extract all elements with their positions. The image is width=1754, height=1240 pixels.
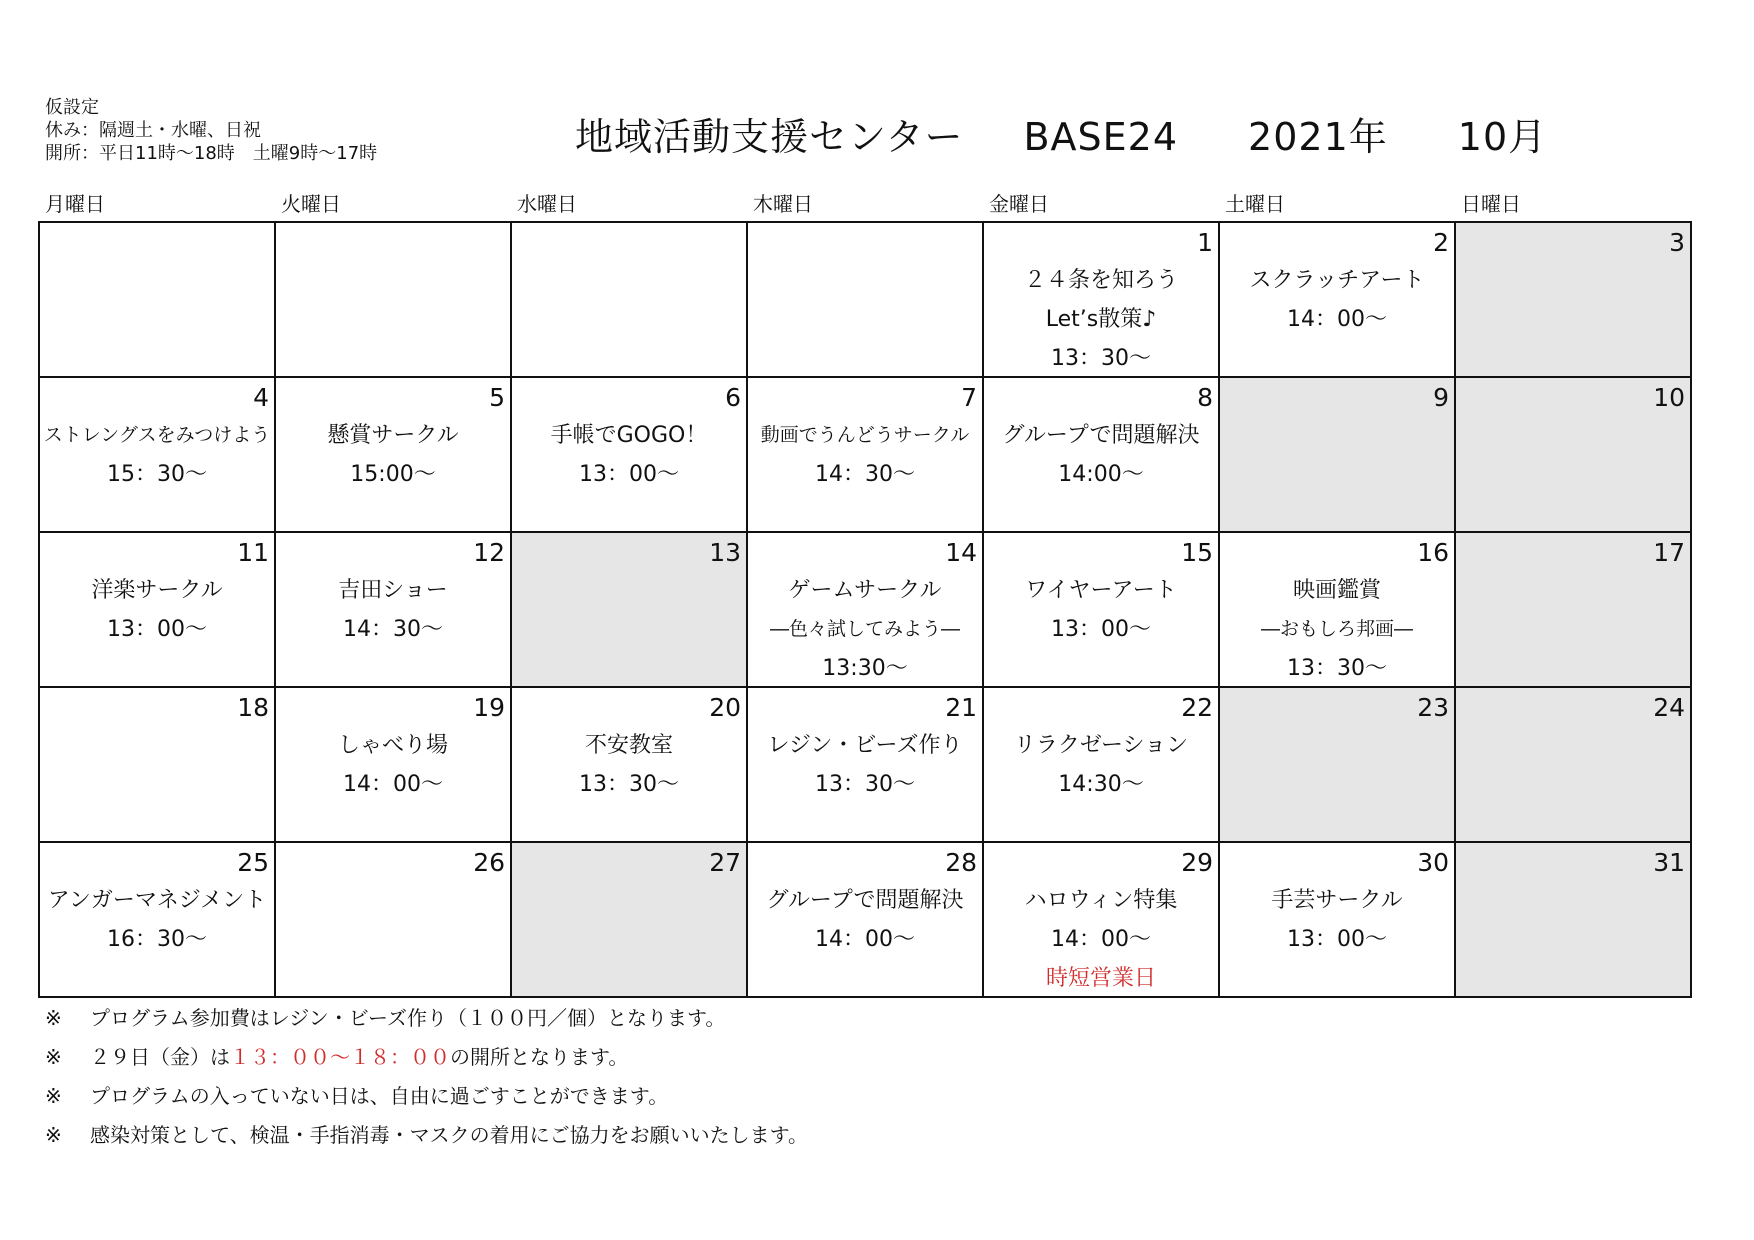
- calendar-day-cell: [1220, 843, 1456, 998]
- event-lines: [748, 881, 982, 959]
- note-text: 感染対策として、検温・手指消毒・マスクの着用にご協力をお願いいたします。: [90, 1123, 808, 1147]
- event-title: スクラッチアート: [1249, 268, 1425, 293]
- event-lines: [984, 881, 1218, 998]
- day-number: 7: [961, 383, 977, 412]
- note-mark: ※: [45, 1006, 62, 1030]
- event-time: 15：30～: [107, 462, 207, 487]
- settings-block: [45, 96, 377, 165]
- calendar-day-cell: [748, 688, 984, 843]
- note-infection-control: [45, 1120, 808, 1159]
- note-fee: [45, 1003, 808, 1042]
- weekday-mon: 月曜日: [45, 192, 105, 216]
- note-free-days: [45, 1081, 808, 1120]
- note-text: プログラムの入っていない日は、自由に過ごすことができます。: [90, 1084, 669, 1108]
- note-short-hours: [45, 1042, 808, 1081]
- calendar-cell-closed: [1456, 688, 1692, 843]
- event-title: 手帳でGOGO！: [550, 423, 708, 448]
- event-lines: [984, 416, 1218, 494]
- calendar-empty-cell: [40, 223, 276, 378]
- day-number: 9: [1433, 383, 1449, 412]
- calendar-cell-closed: [1220, 378, 1456, 533]
- event-title: 懸賞サークル: [327, 423, 459, 448]
- calendar-day-cell: [40, 843, 276, 998]
- event-title: 14：00～: [1051, 927, 1151, 952]
- event-time: 13：30～: [1051, 346, 1151, 371]
- calendar-cell-closed: [512, 843, 748, 998]
- settings-label: 仮設定: [45, 97, 99, 118]
- event-title: ―色々試してみよう―: [769, 618, 960, 640]
- event-lines: [984, 261, 1218, 378]
- day-number: 11: [237, 538, 269, 567]
- event-time: 14:00～: [1058, 462, 1144, 487]
- event-title: 吉田ショー: [338, 578, 448, 603]
- event-lines: [1220, 881, 1454, 959]
- note-text: ２９日（金）は: [90, 1045, 230, 1069]
- event-title: ストレングスをみつけよう: [43, 424, 271, 446]
- event-title: しゃべり場: [337, 733, 448, 758]
- event-time: 14：00～: [343, 772, 443, 797]
- day-number: 12: [473, 538, 505, 567]
- event-title: グループで問題解決: [766, 888, 964, 913]
- day-number: 20: [709, 693, 741, 722]
- calendar-day-cell: [984, 843, 1220, 998]
- calendar-day-cell: [512, 688, 748, 843]
- event-lines: [512, 726, 746, 804]
- day-number: 13: [709, 538, 741, 567]
- event-lines: [748, 416, 982, 494]
- event-time: 13：00～: [579, 462, 679, 487]
- event-title: ―おもしろ邦画―: [1260, 618, 1413, 640]
- event-lines: [984, 726, 1218, 804]
- calendar-empty-cell: [748, 223, 984, 378]
- day-number: 3: [1669, 228, 1685, 257]
- day-number: 21: [945, 693, 977, 722]
- event-time: 14：00～: [815, 927, 915, 952]
- calendar-cell-closed: [1456, 533, 1692, 688]
- day-number: 22: [1181, 693, 1213, 722]
- calendar-day-cell: [984, 688, 1220, 843]
- event-time: 13：00～: [107, 617, 207, 642]
- event-lines: [1220, 261, 1454, 339]
- event-title: リラクゼーション: [1013, 733, 1189, 758]
- weekday-sat: 土曜日: [1225, 192, 1285, 216]
- weekday-header-row: [38, 188, 1692, 218]
- calendar-cell-closed: [512, 533, 748, 688]
- day-number: 1: [1197, 228, 1213, 257]
- holidays-text: 休み：隔週土・水曜、日祝: [45, 120, 261, 141]
- event-lines: [276, 571, 510, 649]
- event-lines: [276, 416, 510, 494]
- event-time: 13:30～: [822, 656, 908, 681]
- event-lines: [40, 881, 274, 959]
- event-time: 13：30～: [1287, 656, 1387, 681]
- day-number: 18: [237, 693, 269, 722]
- note-mark: ※: [45, 1123, 62, 1147]
- calendar-day-cell: [276, 533, 512, 688]
- day-number: 25: [237, 848, 269, 877]
- calendar-empty-cell: [512, 223, 748, 378]
- calendar-day-cell: [276, 378, 512, 533]
- day-number: 29: [1181, 848, 1213, 877]
- center-name: 地域活動支援センター: [575, 115, 964, 159]
- weekday-sun: 日曜日: [1461, 192, 1521, 216]
- day-number: 6: [725, 383, 741, 412]
- note-mark: ※: [45, 1084, 62, 1108]
- note-highlight-hours: １３：００～１８：００: [230, 1045, 450, 1069]
- event-lines: [748, 571, 982, 688]
- day-number: 16: [1417, 538, 1449, 567]
- event-lines: [512, 416, 746, 494]
- weekday-thu: 木曜日: [753, 192, 813, 216]
- calendar-day-cell: [748, 378, 984, 533]
- day-number: 19: [473, 693, 505, 722]
- day-number: 10: [1653, 383, 1685, 412]
- opening-hours-text: 開所：平日11時～18時 土曜9時～17時: [45, 143, 378, 164]
- event-lines: [40, 416, 274, 494]
- event-time: 13：30～: [815, 772, 915, 797]
- event-time: 13：30～: [579, 772, 679, 797]
- calendar-day-cell: [1220, 533, 1456, 688]
- page-title: [575, 106, 1547, 161]
- day-number: 28: [945, 848, 977, 877]
- calendar-day-cell: [748, 843, 984, 998]
- note-text: プログラム参加費はレジン・ビーズ作り（１００円／個）となります。: [90, 1006, 726, 1030]
- note-mark: ※: [45, 1045, 62, 1069]
- calendar-day-cell: [984, 533, 1220, 688]
- calendar-day-cell: [748, 533, 984, 688]
- event-lines: [1220, 571, 1454, 688]
- day-number: 14: [945, 538, 977, 567]
- event-time: 13：00～: [1051, 617, 1151, 642]
- event-title: ワイヤーアート: [1025, 578, 1177, 603]
- day-number: 26: [473, 848, 505, 877]
- event-lines: [40, 571, 274, 649]
- event-title: 手芸サークル: [1271, 888, 1403, 913]
- note-text: の開所となります。: [450, 1045, 629, 1069]
- calendar-day-cell: [276, 843, 512, 998]
- calendar-empty-cell: [276, 223, 512, 378]
- calendar-cell-closed: [1456, 843, 1692, 998]
- event-lines: [984, 571, 1218, 649]
- day-number: 15: [1181, 538, 1213, 567]
- event-title: 不安教室: [584, 733, 673, 758]
- event-title: ２４条を知ろう: [1023, 268, 1178, 293]
- event-title: ハロウィン特集: [1024, 888, 1178, 913]
- calendar-cell-closed: [1456, 378, 1692, 533]
- day-number: 24: [1653, 693, 1685, 722]
- event-time: 15:00～: [350, 462, 436, 487]
- event-title: レジン・ビーズ作り: [767, 733, 963, 758]
- event-title: Let’s散策♪: [1045, 307, 1157, 332]
- notes-block: [45, 1003, 808, 1159]
- calendar-day-cell: [276, 688, 512, 843]
- day-number: 17: [1653, 538, 1685, 567]
- short-hours-label: 時短営業日: [1045, 966, 1156, 991]
- event-time: 14：30～: [343, 617, 443, 642]
- event-title: アンガーマネジメント: [47, 888, 267, 913]
- event-lines: [748, 726, 982, 804]
- day-number: 4: [253, 383, 269, 412]
- day-number: 5: [489, 383, 505, 412]
- day-number: 27: [709, 848, 741, 877]
- calendar-day-cell: [40, 378, 276, 533]
- base-name: BASE24: [1023, 115, 1179, 159]
- weekday-tue: 火曜日: [281, 192, 341, 216]
- calendar-day-cell: [512, 378, 748, 533]
- event-title: 洋楽サークル: [91, 578, 223, 603]
- calendar-day-cell: [40, 688, 276, 843]
- event-time: 14:30～: [1058, 772, 1144, 797]
- day-number: 31: [1653, 848, 1685, 877]
- calendar-day-cell: [984, 223, 1220, 378]
- calendar-cell-closed: [1220, 688, 1456, 843]
- event-time: 16：30～: [107, 927, 207, 952]
- calendar-day-cell: [984, 378, 1220, 533]
- weekday-fri: 金曜日: [989, 192, 1049, 216]
- event-time: 13：00～: [1287, 927, 1387, 952]
- event-title: 映画鑑賞: [1292, 578, 1381, 603]
- event-title: ゲームサークル: [788, 578, 942, 603]
- event-title: 動画でうんどうサークル: [760, 424, 970, 446]
- calendar-grid: [38, 221, 1692, 998]
- event-lines: [276, 726, 510, 804]
- event-title: グループで問題解決: [1002, 423, 1200, 448]
- event-time: 14：30～: [815, 462, 915, 487]
- day-number: 8: [1197, 383, 1213, 412]
- day-number: 30: [1417, 848, 1449, 877]
- calendar-day-cell: [40, 533, 276, 688]
- day-number: 23: [1417, 693, 1449, 722]
- calendar-day-cell: [1220, 223, 1456, 378]
- weekday-wed: 水曜日: [517, 192, 577, 216]
- year-label: 2021年: [1248, 115, 1388, 159]
- calendar-cell-closed: [1456, 223, 1692, 378]
- month-label: 10月: [1457, 115, 1548, 159]
- day-number: 2: [1433, 228, 1449, 257]
- event-time: 14：00～: [1287, 307, 1387, 332]
